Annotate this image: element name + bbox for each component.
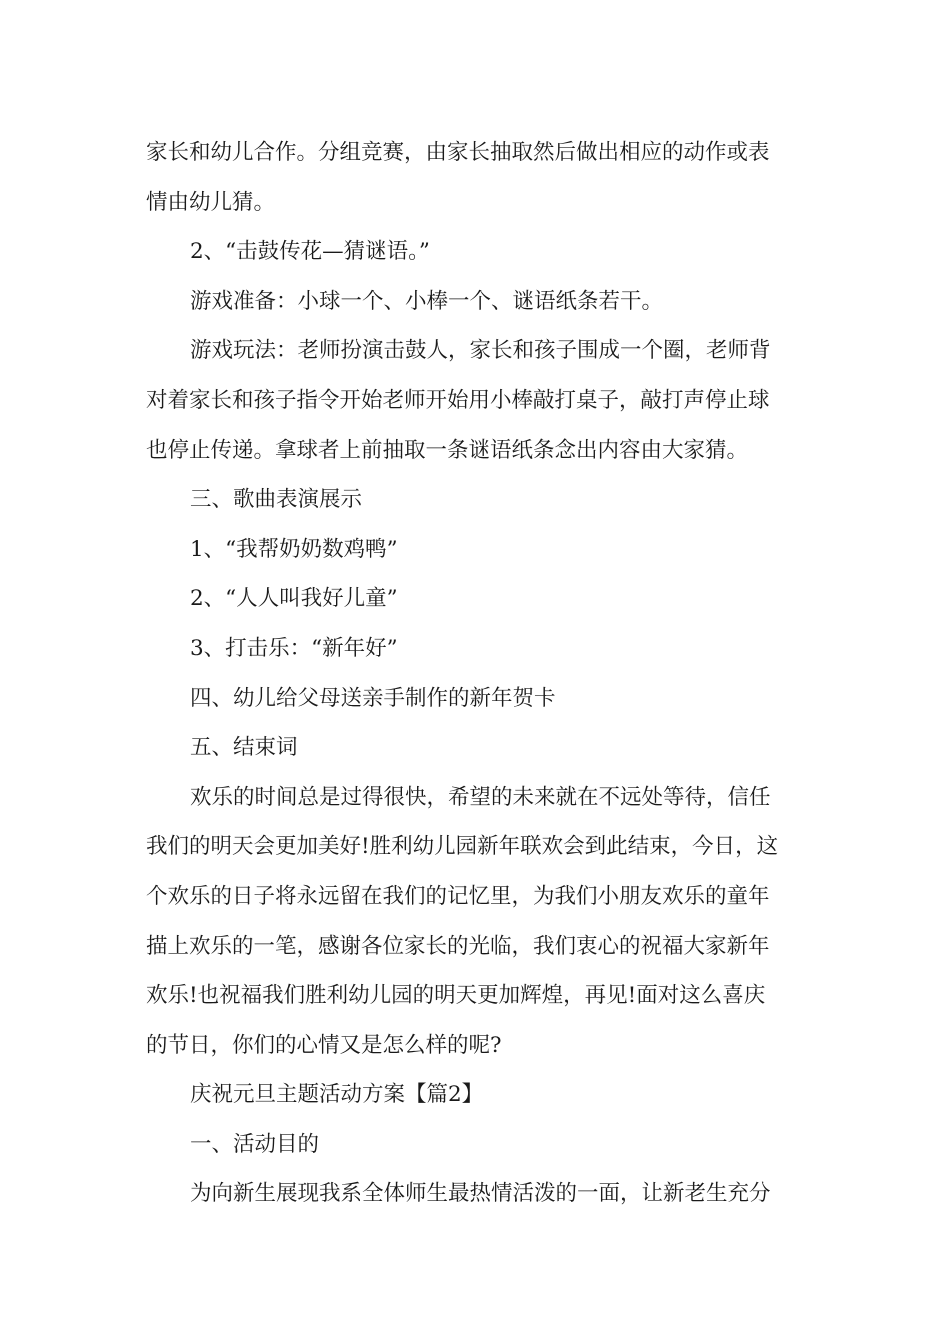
text-line: 五、结束词	[190, 735, 298, 761]
text-line: 四、幼儿给父母送亲手制作的新年贺卡	[190, 685, 556, 711]
text-line: 家长和幼儿合作。分组竞赛，由家长抽取然后做出相应的动作或表	[146, 140, 770, 165]
text-line: 也停止传递。拿球者上前抽取一条谜语纸条念出内容由大家猜。	[146, 437, 749, 463]
text-line: 游戏准备：小球一个、小棒一个、谜语纸条若干。	[190, 288, 664, 314]
text-line: 为向新生展现我系全体师生最热情活泼的一面，让新老生充分	[190, 1181, 771, 1207]
text-line: 我们的明天会更加美好!胜利幼儿园新年联欢会到此结束，今日，这	[146, 834, 779, 860]
text-line: 庆祝元旦主题活动方案【篇2】	[190, 1082, 484, 1108]
text-line: 描上欢乐的一笔，感谢各位家长的光临，我们衷心的祝福大家新年	[146, 933, 770, 959]
text-line: 对着家长和孩子指令开始老师开始用小棒敲打桌子，敲打声停止球	[146, 387, 770, 413]
text-line: 个欢乐的日子将永远留在我们的记忆里，为我们小朋友欢乐的童年	[146, 883, 770, 909]
text-line: 欢乐的时间总是过得很快，希望的未来就在不远处等待，信任	[190, 784, 771, 810]
text-line: 3、打击乐：“新年好”	[190, 635, 398, 661]
text-line: 的节日，你们的心情又是怎么样的呢?	[146, 1032, 502, 1058]
document-body	[146, 128, 810, 1219]
text-line: 一、活动目的	[190, 1131, 320, 1157]
text-line: 2、“击鼓传花—猜谜语。”	[190, 239, 430, 265]
text-line: 游戏玩法：老师扮演击鼓人，家长和孩子围成一个圈，老师背	[190, 338, 771, 364]
text-line: 2、“人人叫我好儿童”	[190, 586, 398, 612]
text-line: 1、“我帮奶奶数鸡鸭”	[190, 536, 398, 562]
text-line: 三、歌曲表演展示	[190, 487, 363, 513]
text-line: 情由幼儿猜。	[146, 189, 276, 215]
text-line: 欢乐!也祝福我们胜利幼儿园的明天更加辉煌，再见!面对这么喜庆	[146, 983, 766, 1009]
